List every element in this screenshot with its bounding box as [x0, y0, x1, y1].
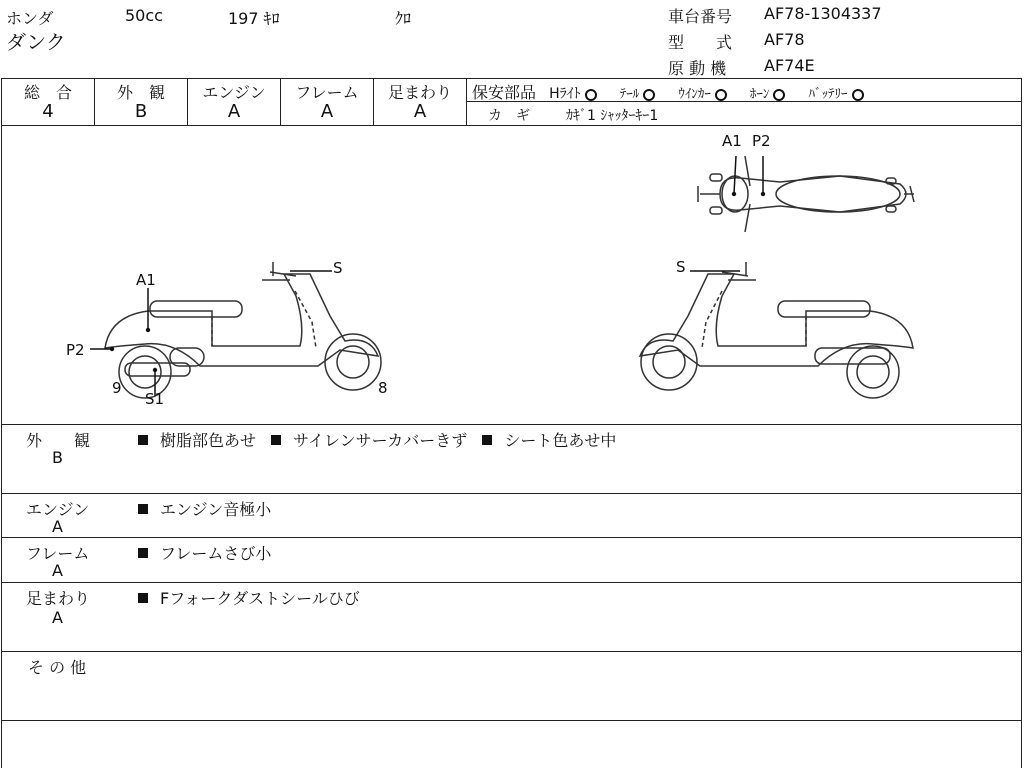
divider [1, 720, 1022, 721]
divider [1, 493, 1022, 494]
scooter-right-view [640, 262, 913, 398]
grade-label-engine: エンジン [202, 83, 266, 102]
grade-value-exterior: B [134, 101, 148, 122]
frame-no-label: 車台番号 [668, 7, 733, 26]
divider [1, 651, 1022, 652]
grade-value-suspension: A [413, 101, 427, 122]
safety-item-headlight: Hﾗｲﾄ [549, 86, 581, 102]
remark-grade-suspension: A [52, 608, 63, 627]
remark-text-frame: フレームさび小 [138, 541, 271, 564]
key-value: ｶｷﾞ1 ｼｬｯﾀｰｷｰ1 [566, 108, 659, 124]
grade-label-frame: フレーム [295, 83, 359, 102]
label-top-a1: A1 [722, 132, 742, 150]
remark-text-exterior: 樹脂部色あせ サイレンサーカバーきず シート色あせ中 [138, 428, 616, 451]
safety-item-winker: ｳｲﾝｶｰ [678, 87, 711, 102]
bullet-square-icon [271, 435, 281, 445]
label-right-s: S [676, 258, 686, 276]
remark-label-other: そ の 他 [28, 658, 87, 677]
bullet-square-icon [138, 435, 148, 445]
mileage: 197 ｷﾛ [228, 9, 280, 28]
engine-value: AF74E [764, 56, 815, 75]
grade-label-suspension: 足まわり [387, 83, 452, 102]
ok-circle-icon [852, 89, 864, 101]
type-value: AF78 [764, 30, 805, 49]
displacement: 50cc [125, 6, 163, 25]
damage-diagram [0, 126, 1022, 424]
grade-label-overall: 総 合 [23, 83, 72, 102]
color: ｸﾛ [395, 9, 412, 28]
remark-grade-engine: A [52, 517, 63, 536]
divider [1, 582, 1022, 583]
grade-value-engine: A [227, 101, 241, 122]
ok-circle-icon [585, 89, 597, 101]
safety-label: 保安部品 [472, 83, 537, 102]
grade-value-overall: 4 [42, 101, 54, 122]
engine-label: 原 動 機 [668, 59, 727, 78]
scooter-top-view [698, 156, 914, 232]
label-left-9: 9 [112, 379, 122, 397]
ok-circle-icon [773, 89, 785, 101]
bullet-square-icon [138, 593, 148, 603]
key-label: カ ギ [488, 108, 530, 124]
remark-label-engine: エンジン [26, 500, 90, 519]
label-top-p2: P2 [752, 132, 771, 150]
remark-text-suspension: Fフォークダストシールひび [138, 586, 360, 609]
bullet-square-icon [138, 548, 148, 558]
safety-item-horn: ﾎｰﾝ [749, 87, 770, 102]
label-left-8: 8 [378, 379, 388, 397]
frame-no: AF78-1304337 [764, 4, 882, 23]
divider [1, 424, 1022, 425]
remark-grade-exterior: B [52, 448, 63, 467]
safety-item-tail: ﾃｰﾙ [619, 87, 640, 102]
remark-grade-frame: A [52, 561, 63, 580]
type-label: 型 式 [668, 33, 733, 52]
grade-value-frame: A [320, 101, 334, 122]
grade-label-exterior: 外 観 [116, 83, 165, 102]
maker: ホンダ [6, 9, 54, 28]
label-left-s1: S1 [145, 390, 165, 408]
model-name: ダンク [6, 30, 66, 54]
divider [1, 537, 1022, 538]
remark-label-exterior: 外 観 [26, 431, 91, 450]
label-left-s: S [333, 259, 343, 277]
ok-circle-icon [715, 89, 727, 101]
divider [1, 78, 1022, 79]
bullet-square-icon [138, 504, 148, 514]
remark-text-engine: エンジン音極小 [138, 497, 271, 520]
safety-item-battery: ﾊﾞｯﾃﾘｰ [808, 87, 848, 102]
remark-label-suspension: 足まわり [26, 589, 91, 608]
safety-row [472, 80, 868, 103]
remark-label-frame: フレーム [26, 544, 90, 563]
label-left-p2: P2 [66, 341, 85, 359]
label-left-a1: A1 [136, 271, 156, 289]
ok-circle-icon [643, 89, 655, 101]
divider [466, 78, 467, 125]
bullet-square-icon [482, 435, 492, 445]
